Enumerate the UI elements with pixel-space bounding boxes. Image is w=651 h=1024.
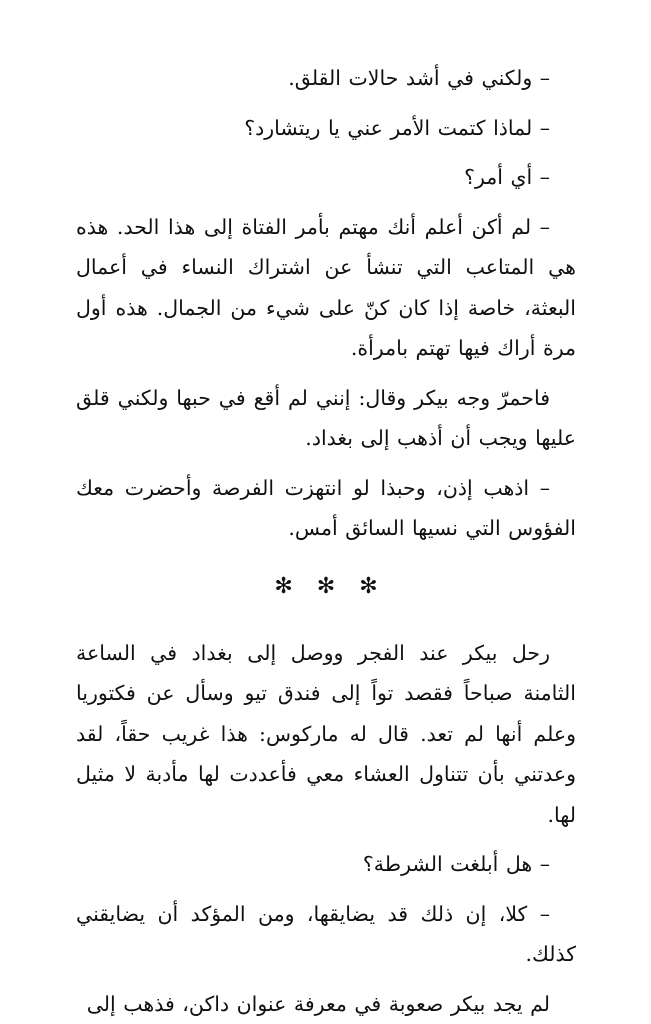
section-separator	[76, 567, 576, 607]
dialogue-line: – ولكني في أشد حالات القلق.	[76, 58, 576, 99]
dialogue-line: – لماذا كتمت الأمر عني يا ريتشارد؟	[76, 108, 576, 149]
asterism-star: ✻	[274, 567, 316, 607]
dialogue-paragraph: – لم أكن أعلم أنك مهتم بأمر الفتاة إلى هذا الحد. هذه هي المتاعب التي تنشأ عن اشتراك النساء في أعمال البعثة، خاصة إذا كان كنّ على شيء من الجمال. هذه أول مرة أراك فيها تهتم بامرأة.	[76, 207, 576, 369]
dialogue-paragraph: – كلا، إن ذلك قد يضايقها، ومن المؤكد أن يضايقني كذلك.	[76, 894, 576, 975]
asterism-star: ✻	[317, 567, 359, 607]
dialogue-line: – أي أمر؟	[76, 157, 576, 198]
narrative-paragraph: فاحمرّ وجه بيكر وقال: إنني لم أقع في حبها ولكني قلق عليها ويجب أن أذهب إلى بغداد.	[76, 378, 576, 459]
dialogue-paragraph: – اذهب إذن، وحبذا لو انتهزت الفرصة وأحضرت معك الفؤوس التي نسيها السائق أمس.	[76, 468, 576, 549]
asterism-star: ✻	[359, 567, 401, 607]
dialogue-line: – هل أبلغت الشرطة؟	[76, 844, 576, 885]
narrative-paragraph: لم يجد بيكر صعوبة في معرفة عنوان داكن، فذهب إلى	[76, 984, 576, 1024]
narrative-paragraph: رحل بيكر عند الفجر ووصل إلى بغداد في الساعة الثامنة صباحاً فقصد تواً إلى فندق تيو وسأل عن فكتوريا وعلم أنها لم تعد. قال له ماركوس: هذا غريب حقاً، لقد وعدتني بأن تتناول العشاء معي فأعددت لها مأدبة لا مثيل لها.	[76, 633, 576, 836]
